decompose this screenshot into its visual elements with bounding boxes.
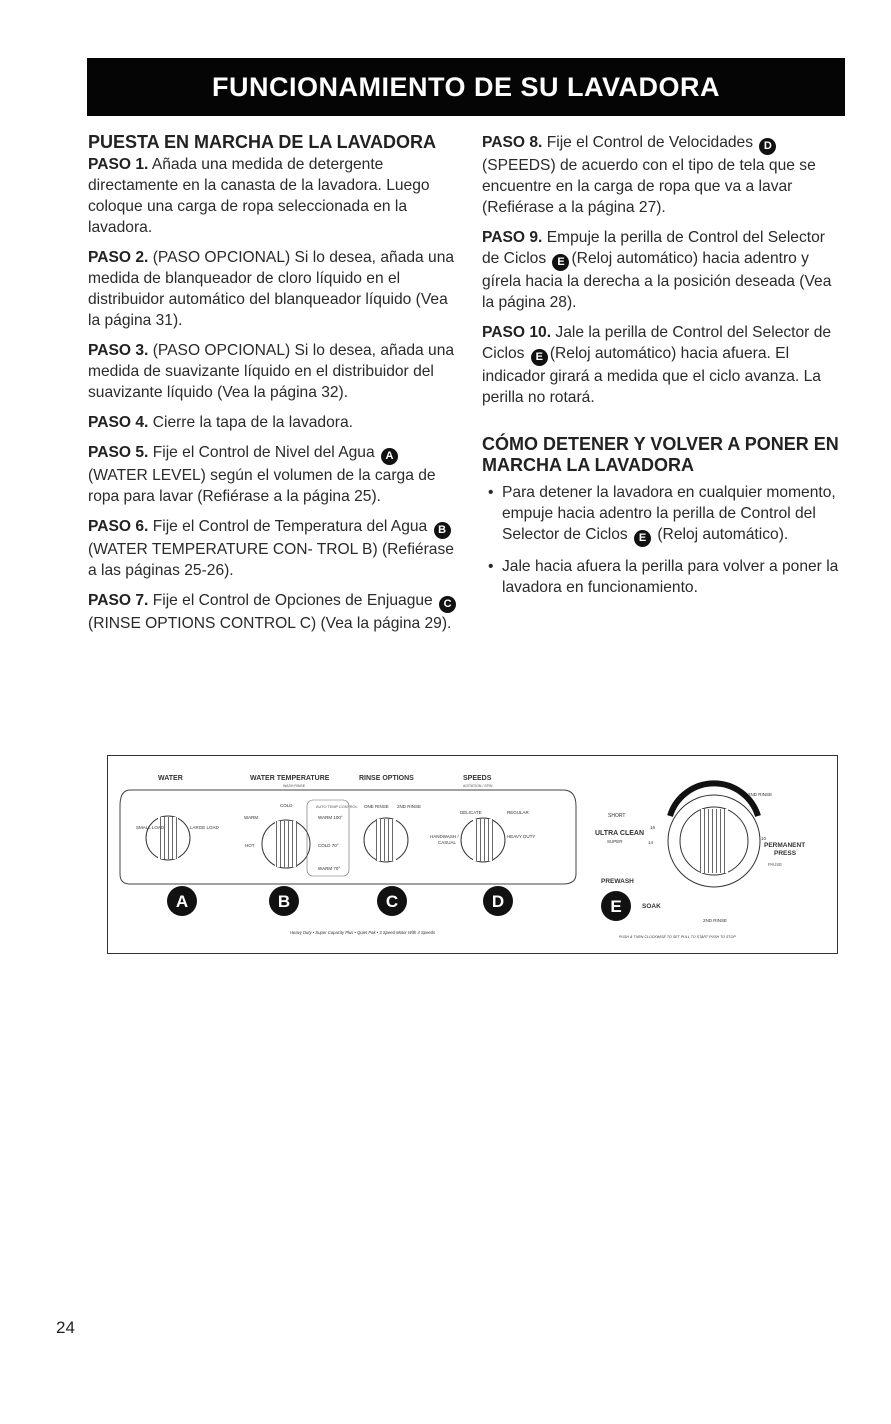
step-text: (Reloj automático) hacia adentro y gírela hacia la derecha a la posición deseada (Vea la página 28). (482, 250, 832, 311)
label-agitation-spin: AGITATION / SPIN (463, 784, 493, 788)
list-item (482, 482, 846, 547)
badge-a-icon: A (381, 448, 398, 465)
badge-e-icon (601, 891, 631, 921)
label-short: SHORT (608, 813, 626, 819)
page-number: 24 (56, 1318, 75, 1337)
step-8 (482, 132, 846, 218)
svg-text:D: D (491, 892, 505, 911)
control-panel-illustration (108, 756, 836, 952)
label-cold-70: COLD 70° (318, 843, 339, 848)
knob-grip-icon (700, 809, 728, 873)
label-warm-70: WARM 70° (318, 866, 341, 871)
label-speeds: SPEEDS (463, 775, 492, 782)
step-7 (88, 590, 464, 634)
knob-grip-icon (473, 819, 493, 861)
step-label: PASO 10. (482, 324, 552, 341)
step-text: (WATER TEMPERATURE CON- TROL B) (Refiérase a las páginas 25-26). (88, 541, 454, 579)
step-text: Fije el Control de Temperatura del Agua (152, 518, 428, 535)
badge-a-icon (167, 886, 197, 916)
step-text: (SPEEDS) de acuerdo con el tipo de tela que se encuentre en la carga de ropa que va a lavar (Refiérase a la página 27). (482, 157, 816, 216)
bullet-icon: • (488, 558, 494, 575)
svg-text:A: A (175, 892, 189, 911)
badge-c-icon (377, 886, 407, 916)
step-text: Fije el Control de Opciones de Enjuague (152, 592, 433, 609)
knob-grip-icon (376, 819, 396, 861)
label-rinse-options: RINSE OPTIONS (359, 775, 414, 782)
label-2nd-rinse-top: 2ND RINSE (748, 792, 773, 797)
label-warm-100: WARM 100° (318, 815, 343, 820)
step-1 (88, 154, 464, 238)
step-label: PASO 6. (88, 518, 149, 535)
bullet-icon: • (488, 484, 494, 501)
stop-restart-list (482, 482, 846, 598)
step-text: Empuje la perilla de Control del Selector de Ciclos (482, 229, 825, 267)
badge-e-icon: E (552, 254, 569, 271)
step-label: PASO 8. (482, 134, 543, 151)
step-text: (WATER LEVEL) según el volumen de la carga de ropa para lavar (Refiérase a la página 25). (88, 467, 436, 505)
label-heavy-duty: HEAVY DUTY (507, 834, 536, 839)
label-auto-temp: AUTO TEMP CONTROL (316, 805, 358, 809)
label-10: 10 (761, 836, 767, 841)
step-label: PASO 3. (88, 342, 149, 359)
bullet-text: Jale hacia afuera la perilla para volver a poner la lavadora en funcionamiento. (502, 558, 839, 596)
label-soak: SOAK (642, 903, 661, 910)
label-water: WATER (158, 775, 183, 782)
label-warm: WARM (244, 815, 259, 820)
step-5 (88, 442, 464, 507)
label-handwash: HANDWASH / (430, 834, 459, 839)
label-press: PRESS (774, 850, 797, 857)
bullet-text: (Reloj automático). (657, 526, 789, 543)
control-panel-figure (107, 755, 838, 954)
bullet-text: Para detener la lavadora en cualquier momento, empuje hacia adentro la perilla de Control del Selector de Ciclos (502, 484, 836, 543)
step-label: PASO 2. (88, 249, 149, 266)
label-permanent: PERMANENT (764, 842, 806, 849)
figure-footer: Heavy Duty • Super Capacity Plus • Quiet Pak • 3 Speed Motor With 4 Speeds (290, 930, 436, 935)
step-label: PASO 5. (88, 444, 149, 461)
label-delicate: DELICATE (460, 810, 482, 815)
label-water-temperature: WATER TEMPERATURE (250, 775, 330, 782)
label-2nd-rinse-bottom: 2ND RINSE (703, 918, 728, 923)
label-small-load: SMALL LOAD (136, 825, 165, 830)
auto-temp-box (307, 800, 349, 876)
step-10 (482, 322, 846, 408)
label-pause: PAUSE (768, 862, 782, 867)
step-text: (PASO OPCIONAL) Si lo desea, añada una medida de blanqueador de cloro líquido en el distribuidor automático del blanqueador líquido (Vea la página 31). (88, 249, 455, 329)
label-hot: HOT (245, 843, 255, 848)
knob-grip-icon (158, 817, 178, 859)
section-heading-stop: CÓMO DETENER Y VOLVER A PONER EN MARCHA LA LAVADORA (482, 434, 839, 475)
step-2 (88, 247, 464, 331)
label-casual: CASUAL (438, 840, 457, 845)
knob-grip-icon (275, 821, 297, 867)
badge-e-icon: E (634, 530, 651, 547)
step-text: Fije el Control de Velocidades (546, 134, 754, 151)
label-regular: REGULAR (507, 810, 529, 815)
badge-d-icon: D (759, 138, 776, 155)
step-text: Fije el Control de Nivel del Agua (152, 444, 375, 461)
badge-e-icon: E (531, 349, 548, 366)
label-large-load: LARGE LOAD (190, 825, 219, 830)
label-super: SUPER (607, 839, 623, 844)
step-label: PASO 4. (88, 414, 149, 431)
label-14: 14 (648, 840, 654, 845)
section-heading-start: PUESTA EN MARCHA DE LA LAVADORA (88, 132, 436, 152)
label-cold: COLD (280, 803, 293, 808)
timer-instructions: PUSH & TURN CLOCKWISE TO SET PULL TO START PUSH TO STOP (619, 935, 736, 939)
step-text: (RINSE OPTIONS CONTROL C) (Vea la página 29). (88, 615, 452, 632)
step-label: PASO 9. (482, 229, 543, 246)
label-prewash: PREWASH (601, 878, 634, 885)
step-text: Jale la perilla de Control del Selector de Ciclos (482, 324, 832, 362)
step-6 (88, 516, 464, 581)
step-text: (PASO OPCIONAL) Si lo desea, añada una medida de suavizante líquido en el distribuidor del suavizante líquido (Vea la página 32). (88, 342, 455, 401)
svg-text:B: B (277, 892, 291, 911)
step-label: PASO 7. (88, 592, 149, 609)
label-ultra-clean: ULTRA CLEAN (595, 830, 644, 837)
page-title: FUNCIONAMIENTO DE SU LAVADORA (211, 71, 720, 102)
badge-d-icon (483, 886, 513, 916)
badge-b-icon (269, 886, 299, 916)
step-text: Cierre la tapa de la lavadora. (152, 414, 353, 431)
title-banner (87, 58, 845, 116)
svg-text:C: C (385, 892, 399, 911)
step-text: (Reloj automático) hacia afuera. El indicador girará a medida que el ciclo avanza. La perilla no rotará. (482, 345, 821, 406)
left-column (88, 132, 464, 643)
right-column (482, 132, 846, 607)
step-4 (88, 412, 464, 433)
label-one-rinse: ONE RINSE (364, 804, 389, 809)
list-item (482, 556, 846, 598)
step-label: PASO 1. (88, 156, 149, 173)
step-9 (482, 227, 846, 313)
svg-text:E: E (610, 897, 622, 916)
label-2nd-rinse: 2ND RINSE (397, 804, 422, 809)
badge-c-icon: C (439, 596, 456, 613)
step-3 (88, 340, 464, 403)
label-wash-rinse: WASH RINSE (283, 784, 306, 788)
badge-b-icon: B (434, 522, 451, 539)
step-text: Añada una medida de detergente directamente en la canasta de la lavadora. Luego coloque una carga de ropa seleccionada en la lavadora. (88, 156, 430, 236)
label-16: 16 (650, 825, 656, 830)
